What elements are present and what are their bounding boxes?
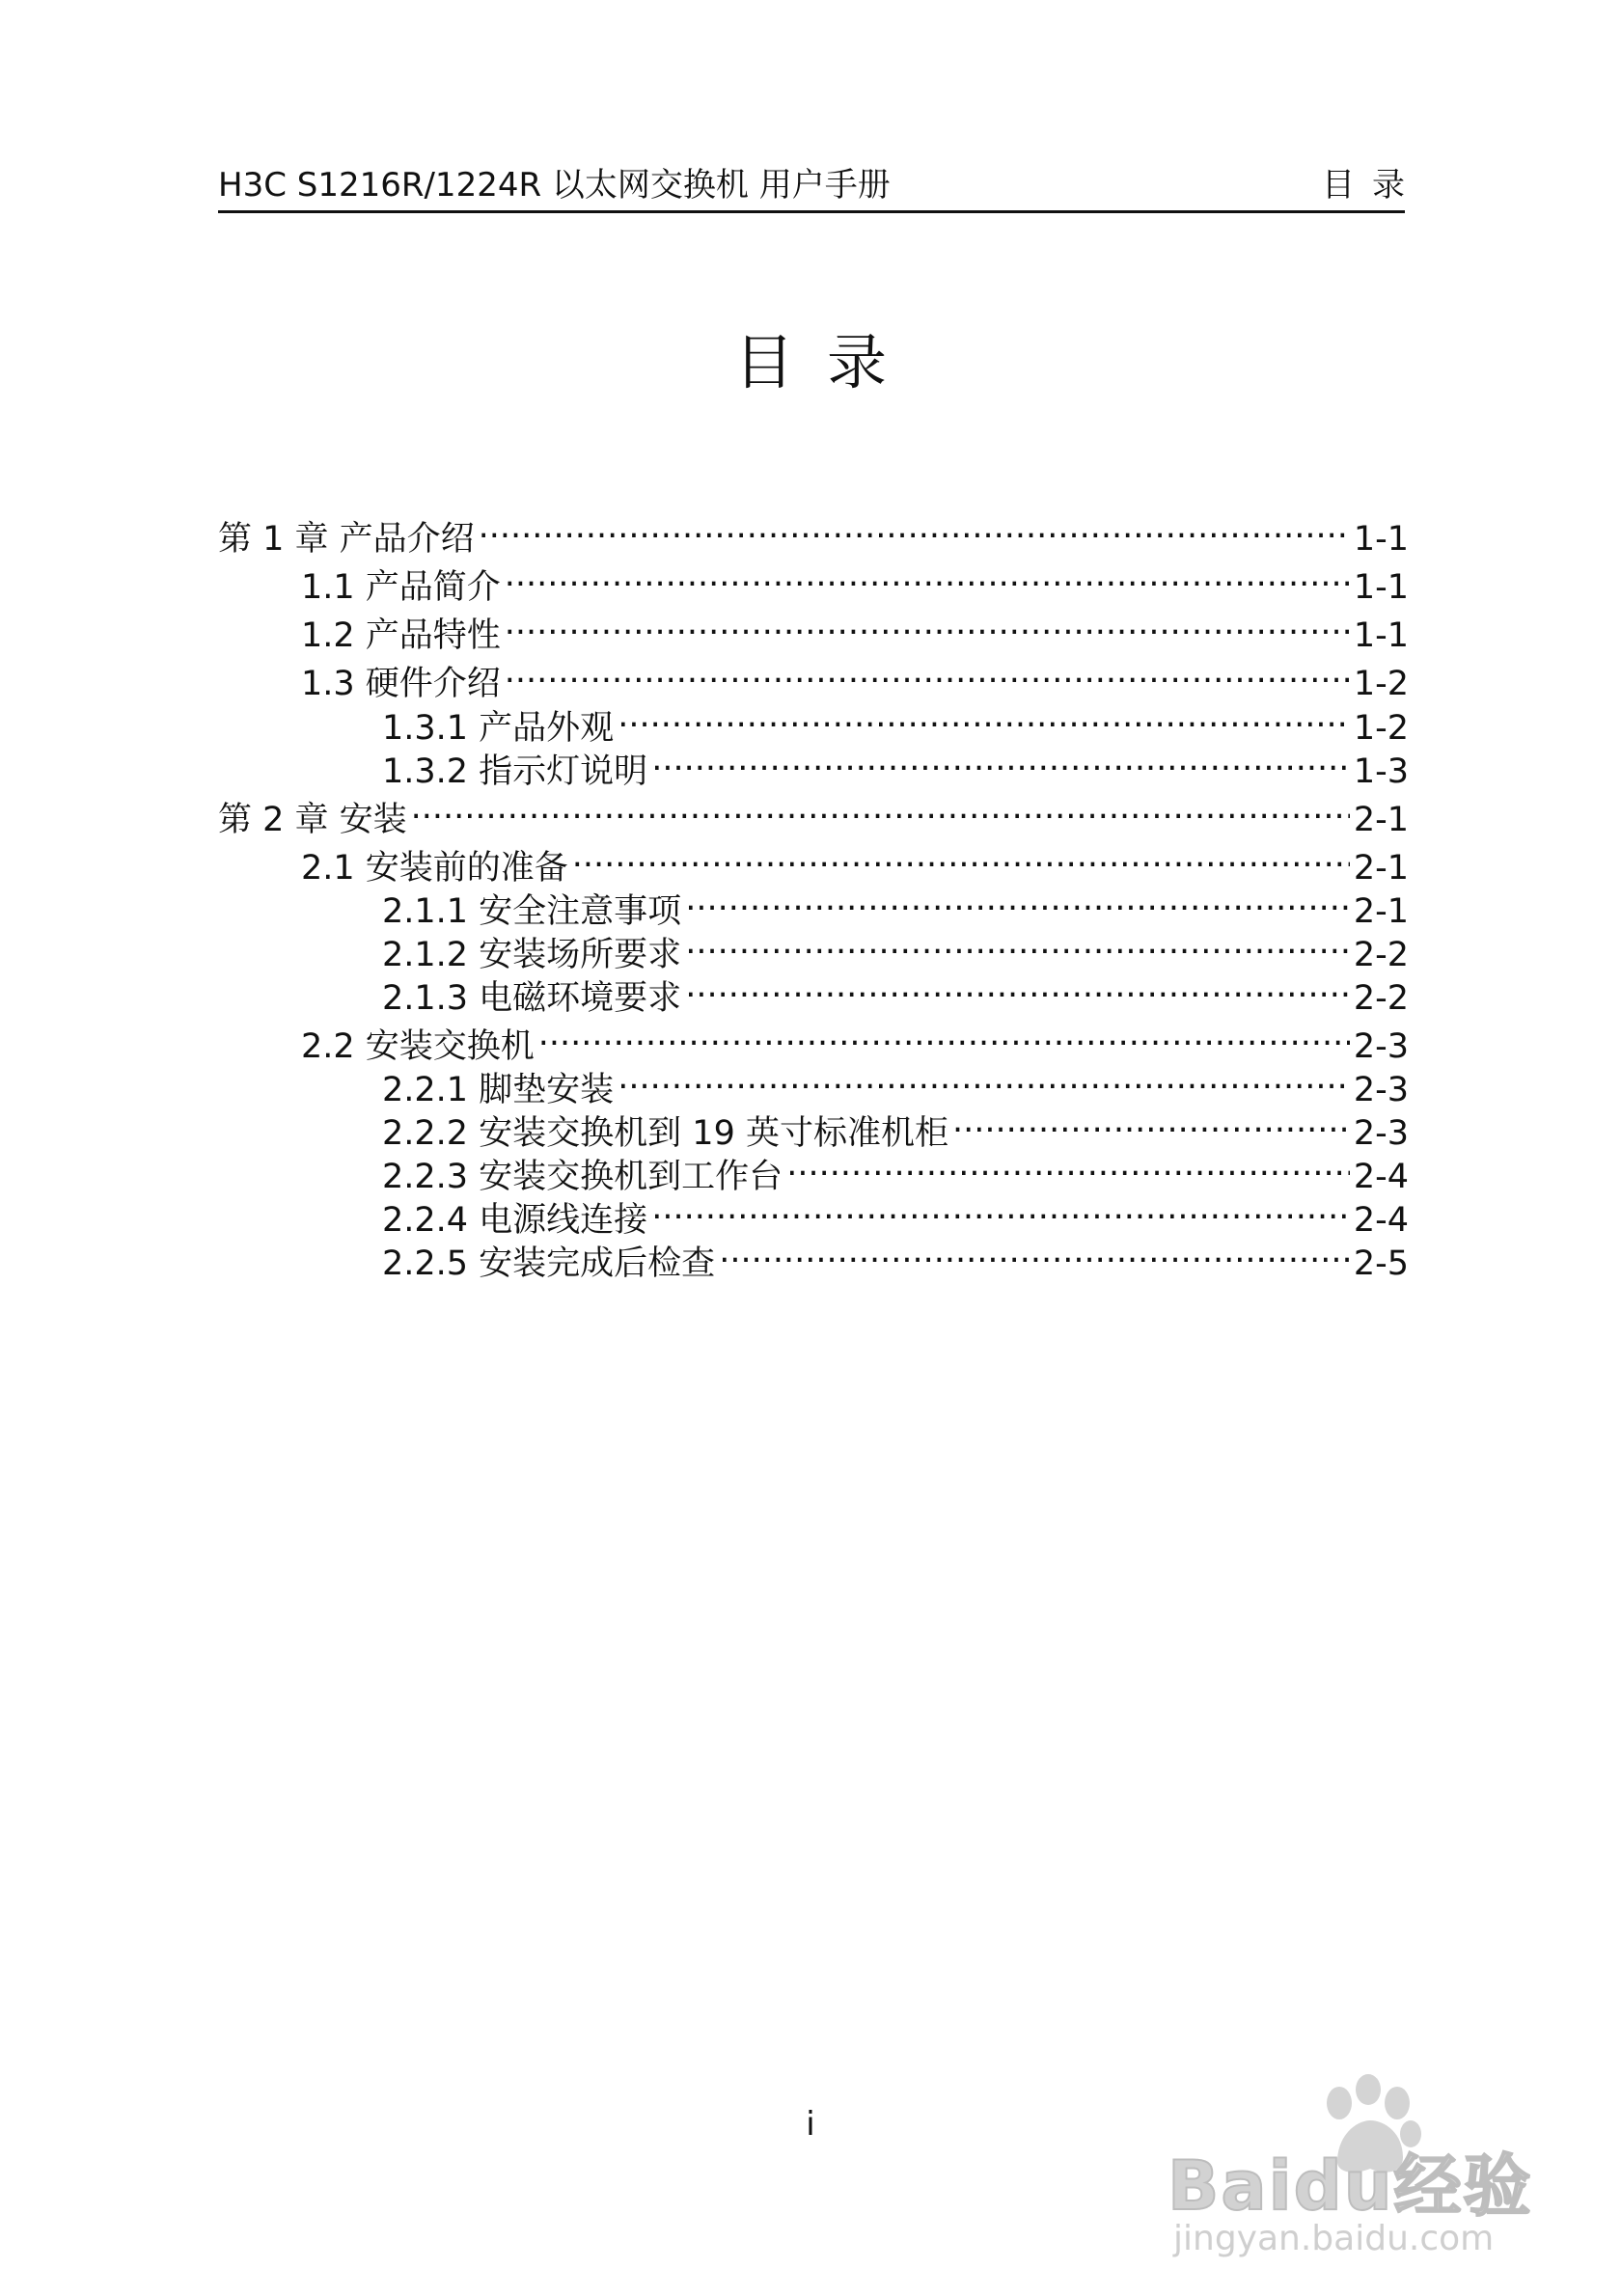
toc-entry[interactable]: [382, 1098, 1409, 1153]
toc-entry-label: 第 1 章 产品介绍: [218, 520, 475, 559]
toc-dot-leader: [505, 552, 1350, 598]
toc-dot-leader: [505, 648, 1350, 695]
toc-entry[interactable]: [382, 1141, 1409, 1196]
toc-entry[interactable]: [301, 833, 1409, 888]
toc-entry-label: 2.2 安装交换机: [301, 1027, 535, 1066]
toc-entry[interactable]: [382, 919, 1409, 974]
toc-entry[interactable]: [382, 1185, 1409, 1240]
toc-entry[interactable]: [301, 648, 1409, 703]
toc-dot-leader: [685, 919, 1350, 966]
toc-entry-page: 1-2: [1350, 705, 1409, 752]
toc-entry-label: 第 2 章 安装: [218, 801, 407, 839]
toc-entry-page: 1-2: [1350, 661, 1409, 707]
watermark-url: jingyan.baidu.com: [1173, 2219, 1495, 2258]
toc-entry-page: 2-3: [1350, 1067, 1409, 1113]
toc-entry[interactable]: [382, 1054, 1409, 1109]
toc-dot-leader: [685, 963, 1350, 1009]
toc-dot-leader: [411, 784, 1350, 831]
toc-entry-label: 2.1 安装前的准备: [301, 849, 568, 888]
toc-entry-page: 2-1: [1350, 845, 1409, 891]
toc-entry[interactable]: [218, 784, 1409, 839]
toc-entry-label: 2.2.3 安装交换机到工作台: [382, 1158, 783, 1196]
toc-entry-page: 2-3: [1350, 1024, 1409, 1070]
toc-dot-leader: [479, 504, 1350, 550]
toc-entry-label: 2.2.5 安装完成后检查: [382, 1244, 716, 1283]
toc-dot-leader: [505, 600, 1350, 646]
toc-entry-page: 2-1: [1350, 888, 1409, 935]
toc-entry-page: 2-2: [1350, 975, 1409, 1022]
toc-dot-leader: [786, 1141, 1350, 1188]
toc-dot-leader: [685, 876, 1350, 922]
page-number: i: [806, 2105, 815, 2144]
toc-entry[interactable]: [301, 552, 1409, 607]
page-title: 目录: [733, 327, 920, 397]
toc-dot-leader: [651, 736, 1350, 782]
toc-entry-label: 1.1 产品简介: [301, 568, 501, 607]
toc-entry-page: 2-4: [1350, 1197, 1409, 1244]
toc-entry-page: 1-1: [1350, 564, 1409, 611]
toc-dot-leader: [651, 1185, 1350, 1231]
toc-entry-label: 2.2.1 脚垫安装: [382, 1071, 615, 1109]
toc-entry-label: 2.1.3 电磁环境要求: [382, 979, 682, 1018]
toc-dot-leader: [538, 1011, 1350, 1057]
toc-entry-page: 2-1: [1350, 797, 1409, 843]
toc-entry-page: 2-3: [1350, 1110, 1409, 1157]
toc-entry-page: 2-5: [1350, 1241, 1409, 1287]
toc-entry[interactable]: [382, 876, 1409, 931]
toc-dot-leader: [719, 1228, 1350, 1274]
toc-entry[interactable]: [301, 600, 1409, 655]
toc-entry-label: 2.2.2 安装交换机到 19 英寸标准机柜: [382, 1114, 948, 1153]
watermark: [1139, 2074, 1553, 2267]
toc-entry-label: 2.1.1 安全注意事项: [382, 892, 682, 931]
toc-dot-leader: [618, 693, 1350, 739]
header-manual-title: H3C S1216R/1224R 以太网交换机 用户手册: [218, 166, 891, 205]
toc-entry-label: 2.2.4 电源线连接: [382, 1201, 648, 1240]
toc-entry-label: 2.1.2 安装场所要求: [382, 936, 682, 974]
header-section-title: 目录: [1322, 166, 1422, 205]
toc-entry-label: 1.2 产品特性: [301, 616, 501, 655]
toc-dot-leader: [952, 1098, 1350, 1144]
toc-dot-leader: [618, 1054, 1350, 1101]
toc-entry[interactable]: [218, 504, 1409, 559]
toc-entry[interactable]: [301, 1011, 1409, 1066]
watermark-brand: Baidu经验: [1168, 2146, 1533, 2226]
toc-entry[interactable]: [382, 1228, 1409, 1283]
toc-entry-label: 1.3.2 指示灯说明: [382, 752, 648, 791]
toc-entry-label: 1.3.1 产品外观: [382, 709, 615, 748]
running-header: [218, 162, 1422, 213]
toc-entry[interactable]: [382, 736, 1409, 791]
toc-entry-label: 1.3 硬件介绍: [301, 665, 501, 703]
toc-entry-page: 2-2: [1350, 932, 1409, 978]
toc-entry-page: 2-4: [1350, 1154, 1409, 1200]
toc-entry[interactable]: [382, 693, 1409, 748]
toc-entry-page: 1-1: [1350, 613, 1409, 659]
toc-entry-page: 1-1: [1350, 516, 1409, 562]
toc-dot-leader: [572, 833, 1350, 879]
toc-entry[interactable]: [382, 963, 1409, 1018]
toc-entry-page: 1-3: [1350, 749, 1409, 795]
